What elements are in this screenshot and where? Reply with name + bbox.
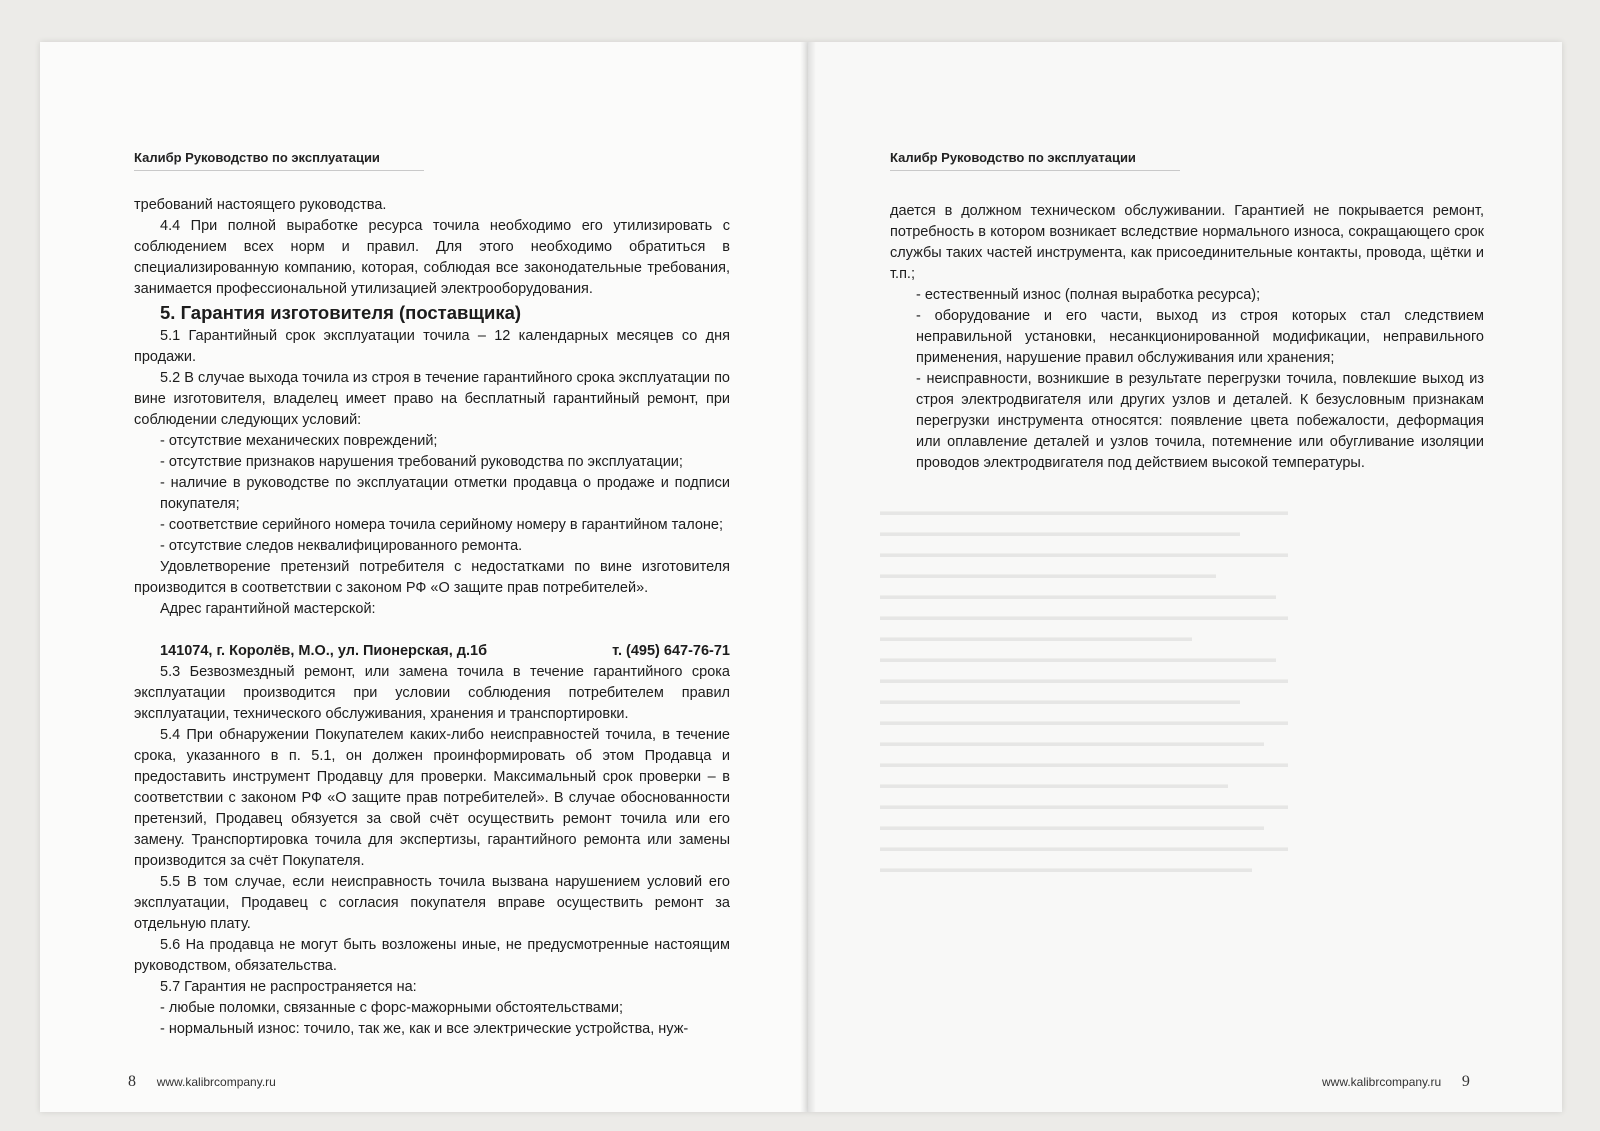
paragraph: 5.1 Гарантийный срок эксплуатации точила – 12 календарных месяцев со дня продажи. — [134, 328, 730, 365]
list-item: - соответствие серийного номера точила серийному номеру в гарантийном талоне; — [160, 517, 724, 533]
left-page-header: Калибр Руководство по эксплуатации — [134, 150, 380, 165]
paragraph: 4.4 При полной выработке ресурса точила необходимо его утилизировать с соблюдением всех норм и правил. Для этого необходимо обратиться в специализированную компанию, которая, соблюдая все законодательные требования, занимается профессиональной утилизацией электрооборудования. — [134, 218, 730, 297]
paragraph: требований настоящего руководства. — [134, 197, 387, 213]
list-item: - естественный износ (полная выработка ресурса); — [916, 287, 1261, 303]
paragraph: 5.2 В случае выхода точила из строя в течение гарантийного срока эксплуатации по вине изготовителя, владелец имеет право на бесплатный гарантийный ремонт, при соблюдении следующих условий: — [134, 370, 730, 428]
left-header-rule — [134, 170, 424, 171]
paragraph: Удовлетворение претензий потребителя с недостатками по вине изготовителя производится в соответствии с законом РФ «О защите прав потребителей». — [134, 559, 730, 596]
paragraph: дается в должном техническом обслуживании. Гарантией не покрывается ремонт, потребность в котором возникает вследствие нормального износа, сокращающего срок службы таких частей инструмента, как присоединительные контакты, провода, щётки и т.п.; — [890, 203, 1484, 282]
page-number-right: 9 — [1461, 1073, 1470, 1090]
warranty-address-row — [134, 641, 730, 662]
list-item: - отсутствие признаков нарушения требований руководства по эксплуатации; — [160, 454, 683, 470]
paragraph: 5.4 При обнаружении Покупателем каких-либо неисправностей точила, в течение срока, указанного в п. 5.1, он должен проинформировать об этом Продавца и предоставить инструмент Продавцу для проверки. Максимальный срок проверки – в соответствии с законом РФ «О защите прав потребителей». В случае обоснованности претензий, Продавец обязуется за свой счёт осуществить ремонт точила или его замену. Транспортировка точила для экспертизы, гарантийного ремонта или замены производится за счёт Покупателя. — [134, 727, 730, 869]
paragraph: Адрес гарантийной мастерской: — [160, 601, 376, 617]
book-gutter — [800, 42, 816, 1112]
list-item: - нормальный износ: точило, так же, как и все электрические устройства, нуж- — [160, 1021, 689, 1037]
list-item: - оборудование и его части, выход из строя которых стал следствием неправильной установки, несанкционированной модификации, неправильного применения, нарушение правил обслуживания или хранения; — [916, 308, 1484, 366]
website-link-left[interactable]: www.kalibrcompany.ru — [156, 1075, 276, 1089]
paragraph: 5.3 Безвозмездный ремонт, или замена точила в течение гарантийного срока эксплуатации производится при условии соблюдения потребителем правил эксплуатации, технического обслуживания, хранения и транспортировки. — [134, 664, 730, 722]
warranty-address: 141074, г. Королёв, М.О., ул. Пионерская, д.1б — [160, 643, 488, 659]
right-page-footer — [1322, 1073, 1470, 1091]
right-page-header: Калибр Руководство по эксплуатации — [890, 150, 1136, 165]
right-page-content — [890, 201, 1484, 474]
page-number-left: 8 — [128, 1073, 136, 1090]
list-item: - неисправности, возникшие в результате перегрузки точила, повлекшие выход из строя электродвигателя или других узлов и деталей. К безусловным признакам перегрузки инструмента относятся: появление цвета побежалости, деформация или оплавление деталей и узлов точила, потемнение или обугливание изоляции проводов электродвигателя под действием высокой температуры. — [916, 371, 1484, 471]
right-header-rule — [890, 170, 1180, 171]
section-heading: 5. Гарантия изготовителя (поставщика) — [160, 302, 522, 323]
paragraph: 5.7 Гарантия не распространяется на: — [160, 979, 417, 995]
left-page-content — [134, 195, 730, 1040]
paragraph: 5.5 В том случае, если неисправность точила вызвана нарушением условий его эксплуатации, Продавец с согласия покупателя вправе осуществить ремонт за отдельную плату. — [134, 874, 730, 932]
list-item: - наличие в руководстве по эксплуатации отметки продавца о продаже и подписи покупателя; — [160, 475, 730, 512]
list-item: - отсутствие механических повреждений; — [160, 433, 438, 449]
left-page-footer — [128, 1073, 276, 1091]
show-through-texture: ▬▬▬▬▬▬▬▬▬▬▬▬▬▬▬▬▬▬▬▬▬▬▬▬▬▬▬▬▬▬▬▬▬▬ ▬▬▬▬▬▬▬▬▬▬▬▬▬▬▬▬▬▬▬▬▬▬▬▬▬▬▬▬▬▬ ▬▬▬▬▬▬▬▬▬▬▬▬▬▬▬▬▬▬▬▬▬▬▬▬▬▬▬▬▬▬▬▬▬▬ ▬▬▬▬▬▬▬▬▬▬▬▬▬▬▬▬▬▬▬▬▬▬▬▬▬▬▬▬ ▬▬▬▬▬▬▬▬▬▬▬▬▬▬▬▬▬▬▬▬▬▬▬▬▬▬▬▬▬▬▬▬▬ ▬▬▬▬▬▬▬▬▬▬▬▬▬▬▬▬▬▬▬▬▬▬▬▬▬▬▬▬▬▬▬▬▬▬ ▬▬▬▬▬▬▬▬▬▬▬▬▬▬▬▬▬▬▬▬▬▬▬▬▬▬ ▬▬▬▬▬▬▬▬▬▬▬▬▬▬▬▬▬▬▬▬▬▬▬▬▬▬▬▬▬▬▬▬▬ ▬▬▬▬▬▬▬▬▬▬▬▬▬▬▬▬▬▬▬▬▬▬▬▬▬▬▬▬▬▬▬▬▬▬ ▬▬▬▬▬▬▬▬▬▬▬▬▬▬▬▬▬▬▬▬▬▬▬▬▬▬▬▬▬▬ ▬▬▬▬▬▬▬▬▬▬▬▬▬▬▬▬▬▬▬▬▬▬▬▬▬▬▬▬▬▬▬▬▬▬ ▬▬▬▬▬▬▬▬▬▬▬▬▬▬▬▬▬▬▬▬▬▬▬▬▬▬▬▬▬▬▬▬ ▬▬▬▬▬▬▬▬▬▬▬▬▬▬▬▬▬▬▬▬▬▬▬▬▬▬▬▬▬▬▬▬▬▬ ▬▬▬▬▬▬▬▬▬▬▬▬▬▬▬▬▬▬▬▬▬▬▬▬▬▬▬▬▬ ▬▬▬▬▬▬▬▬▬▬▬▬▬▬▬▬▬▬▬▬▬▬▬▬▬▬▬▬▬▬▬▬▬▬ ▬▬▬▬▬▬▬▬▬▬▬▬▬▬▬▬▬▬▬▬▬▬▬▬▬▬▬▬▬▬▬▬ ▬▬▬▬▬▬▬▬▬▬▬▬▬▬▬▬▬▬▬▬▬▬▬▬▬▬▬▬▬▬▬▬▬▬ ▬▬▬▬▬▬▬▬▬▬▬▬▬▬▬▬▬▬▬▬▬▬▬▬▬▬▬▬▬▬▬ — [880, 504, 1288, 875]
paragraph: 5.6 На продавца не могут быть возложены иные, не предусмотренные настоящим руководством, обязательства. — [134, 937, 730, 974]
list-item: - отсутствие следов неквалифицированного ремонта. — [160, 538, 523, 554]
warranty-phone: т. (495) 647-76-71 — [612, 643, 730, 659]
website-link-right[interactable]: www.kalibrcompany.ru — [1322, 1075, 1442, 1089]
list-item: - любые поломки, связанные с форс-мажорными обстоятельствами; — [160, 1000, 623, 1016]
